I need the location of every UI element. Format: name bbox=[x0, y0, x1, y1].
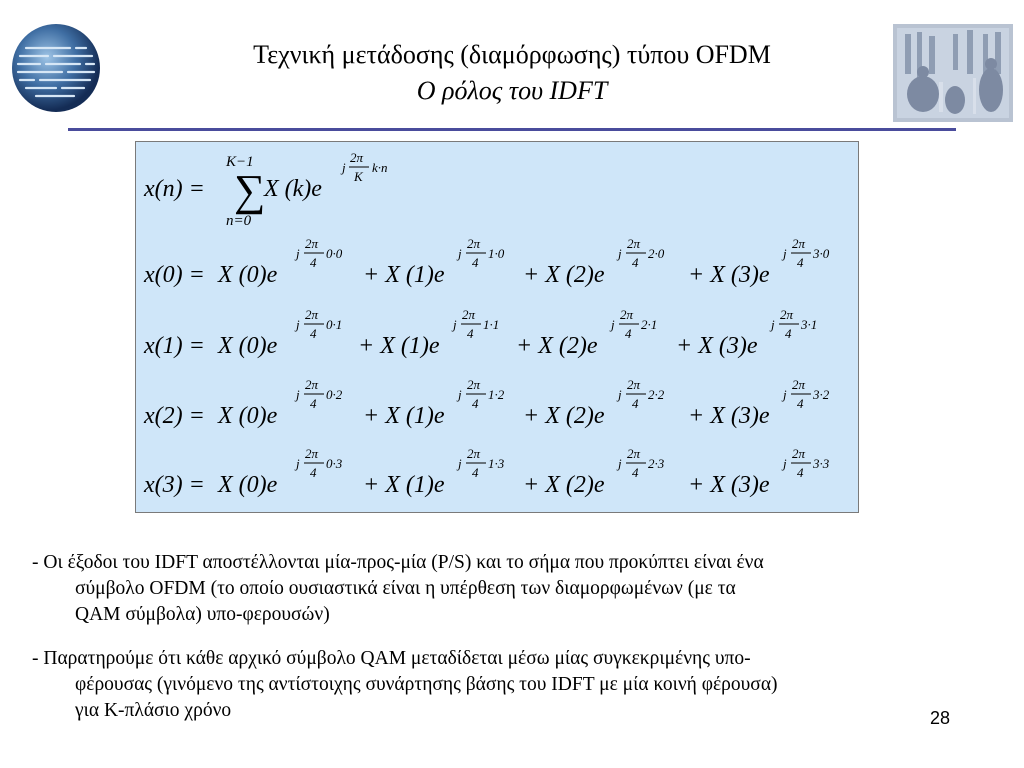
row-3-term-0: X (0)e bbox=[218, 472, 278, 498]
row-2-term-1-exp-tail: 1·2 bbox=[488, 387, 505, 402]
row-0-term-1: + X (1)e bbox=[363, 262, 445, 288]
row-3-term-3-exp-den: 4 bbox=[797, 465, 804, 480]
row-1-term-3: + X (3)e bbox=[676, 333, 758, 359]
row-1-term-2-exp-den: 4 bbox=[625, 326, 632, 341]
row-0-term-1-exp-tail: 1·0 bbox=[488, 246, 505, 261]
row-2-term-2-exp-den: 4 bbox=[632, 396, 639, 411]
bullet-2-line-2: φέρουσας (γινόμενο της αντίστοιχης συνάρτησης βάσης του IDFT με μία κοινή φέρουσα) bbox=[75, 674, 778, 695]
row-1-term-2-exp-j: j bbox=[611, 317, 615, 332]
university-logo bbox=[10, 22, 102, 114]
row-0-term-0-exp-den: 4 bbox=[310, 255, 317, 270]
general-idft-equation bbox=[143, 150, 388, 229]
row-3-term-2-exp-den: 4 bbox=[632, 465, 639, 480]
row-0-term-2-exp-den: 4 bbox=[632, 255, 639, 270]
row-2-term-2-exp-tail: 2·2 bbox=[648, 387, 665, 402]
bullet-1-line-3: QAM σύμβολα) υπο-φερουσών) bbox=[75, 604, 330, 625]
row-2-term-0-exp-tail: 0·2 bbox=[326, 387, 343, 402]
row-3-term-1-exp-num: 2π bbox=[467, 446, 481, 461]
sum-sign: ∑ bbox=[234, 166, 266, 215]
row-3-term-3-exp-num: 2π bbox=[792, 446, 806, 461]
row-0-term-3-exp-j: j bbox=[783, 246, 787, 261]
row-2-term-3-exp-tail: 3·2 bbox=[813, 387, 830, 402]
row-1-term-1: + X (1)e bbox=[358, 333, 440, 359]
slide-title: Τεχνική μετάδοσης (διαμόρφωσης) τύπου OFDM bbox=[253, 40, 771, 69]
bullet-1 bbox=[32, 550, 764, 628]
sum-upper-limit: K−1 bbox=[226, 154, 254, 170]
general-exp-tail: k·n bbox=[372, 160, 388, 175]
row-0-term-2-exp-num: 2π bbox=[627, 236, 641, 251]
row-1-term-1-exp-num: 2π bbox=[462, 307, 476, 322]
row-0-term-3: + X (3)e bbox=[688, 262, 770, 288]
row-0-term-0-exp-num: 2π bbox=[305, 236, 319, 251]
row-1-term-1-exp-j: j bbox=[453, 317, 457, 332]
row-2-term-2-exp-j: j bbox=[618, 387, 622, 402]
row-0-term-3-exp-tail: 3·0 bbox=[813, 246, 830, 261]
row-0-term-2-exp-tail: 2·0 bbox=[648, 246, 665, 261]
row-3-term-0-exp-den: 4 bbox=[310, 465, 317, 480]
row-1-term-1-exp-den: 4 bbox=[467, 326, 474, 341]
bullet-2-line-1: - Παρατηρούμε ότι κάθε αρχικό σύμβολο QAM μεταδίδεται μέσω μίας συγκεκριμένης υπο- bbox=[32, 648, 751, 669]
bullet-2-line-3: για Κ-πλάσιο χρόνο bbox=[75, 700, 232, 721]
row-1-term-0-exp-tail: 0·1 bbox=[326, 317, 343, 332]
row-0-term-0-exp-tail: 0·0 bbox=[326, 246, 343, 261]
general-exp-num: 2π bbox=[350, 150, 364, 165]
row-3-term-0-exp-tail: 0·3 bbox=[326, 456, 343, 471]
page-number: 28 bbox=[930, 708, 951, 728]
row-0-term-0-exp-j: j bbox=[296, 246, 300, 261]
expanded-equations bbox=[143, 236, 830, 498]
row-1-term-1-exp-tail: 1·1 bbox=[483, 317, 500, 332]
equations-svg bbox=[136, 142, 858, 512]
row-1-term-0-exp-den: 4 bbox=[310, 326, 317, 341]
sum-lower-limit: n=0 bbox=[226, 213, 252, 229]
row-2-term-3-exp-den: 4 bbox=[797, 396, 804, 411]
title-divider bbox=[68, 128, 956, 131]
row-3-term-0-exp-j: j bbox=[296, 456, 300, 471]
row-3-term-1-exp-j: j bbox=[458, 456, 462, 471]
row-2-term-0-exp-num: 2π bbox=[305, 377, 319, 392]
row-3-lhs: x(3) = bbox=[144, 472, 205, 498]
row-0-term-1-exp-j: j bbox=[458, 246, 462, 261]
row-0-lhs: x(0) = bbox=[144, 262, 205, 288]
row-2-term-0: X (0)e bbox=[218, 403, 278, 429]
row-1-term-0-exp-j: j bbox=[296, 317, 300, 332]
row-1-term-3-exp-den: 4 bbox=[785, 326, 792, 341]
row-2-term-3-exp-j: j bbox=[783, 387, 787, 402]
bullet-1-line-2: σύμβολο OFDM (το οποίο ουσιαστικά είναι η υπέρθεση των διαμορφωμένων (με τα bbox=[75, 578, 736, 599]
row-2-term-2-exp-num: 2π bbox=[627, 377, 641, 392]
row-0-term-0: X (0)e bbox=[218, 262, 278, 288]
row-2-term-1-exp-j: j bbox=[458, 387, 462, 402]
row-3-term-2-exp-j: j bbox=[618, 456, 622, 471]
row-2-term-2: + X (2)e bbox=[523, 403, 605, 429]
bullet-2 bbox=[32, 646, 778, 724]
row-1-term-3-exp-tail: 3·1 bbox=[801, 317, 818, 332]
row-1-lhs: x(1) = bbox=[144, 333, 205, 359]
row-0-term-2: + X (2)e bbox=[523, 262, 605, 288]
row-3-term-2-exp-tail: 2·3 bbox=[648, 456, 665, 471]
relief-sculpture-image bbox=[893, 24, 1013, 122]
general-lhs: x(n) = bbox=[144, 176, 205, 202]
row-2-term-0-exp-j: j bbox=[296, 387, 300, 402]
row-3-term-1: + X (1)e bbox=[363, 472, 445, 498]
row-0-term-3-exp-den: 4 bbox=[797, 255, 804, 270]
row-1-term-2-exp-num: 2π bbox=[620, 307, 634, 322]
row-0-term-3-exp-num: 2π bbox=[792, 236, 806, 251]
row-1-term-0-exp-num: 2π bbox=[305, 307, 319, 322]
bullet-1-line-1: - Οι έξοδοι του IDFT αποστέλλονται μία-προς-μία (P/S) και το σήμα που προκύπτει είναι ένα bbox=[32, 552, 764, 573]
row-1-term-2: + X (2)e bbox=[516, 333, 598, 359]
slide-subtitle: Ο ρόλος του IDFT bbox=[416, 76, 608, 105]
row-3-term-0-exp-num: 2π bbox=[305, 446, 319, 461]
row-2-term-3-exp-num: 2π bbox=[792, 377, 806, 392]
row-2-term-0-exp-den: 4 bbox=[310, 396, 317, 411]
row-3-term-2-exp-num: 2π bbox=[627, 446, 641, 461]
general-exp-den: K bbox=[354, 169, 363, 184]
row-3-term-1-exp-tail: 1·3 bbox=[488, 456, 505, 471]
row-2-term-1-exp-den: 4 bbox=[472, 396, 479, 411]
row-0-term-2-exp-j: j bbox=[618, 246, 622, 261]
row-0-term-1-exp-den: 4 bbox=[472, 255, 479, 270]
row-1-term-3-exp-num: 2π bbox=[780, 307, 794, 322]
row-1-term-0: X (0)e bbox=[218, 333, 278, 359]
row-2-term-3: + X (3)e bbox=[688, 403, 770, 429]
idft-equation-box bbox=[135, 141, 859, 513]
row-2-lhs: x(2) = bbox=[144, 403, 205, 429]
row-1-term-3-exp-j: j bbox=[771, 317, 775, 332]
row-3-term-3: + X (3)e bbox=[688, 472, 770, 498]
general-term: X (k)e bbox=[264, 176, 322, 202]
row-2-term-1: + X (1)e bbox=[363, 403, 445, 429]
row-0-term-1-exp-num: 2π bbox=[467, 236, 481, 251]
row-1-term-2-exp-tail: 2·1 bbox=[641, 317, 658, 332]
row-2-term-1-exp-num: 2π bbox=[467, 377, 481, 392]
row-3-term-3-exp-j: j bbox=[783, 456, 787, 471]
row-3-term-3-exp-tail: 3·3 bbox=[813, 456, 830, 471]
row-3-term-2: + X (2)e bbox=[523, 472, 605, 498]
row-3-term-1-exp-den: 4 bbox=[472, 465, 479, 480]
general-exp-j: j bbox=[342, 160, 346, 175]
